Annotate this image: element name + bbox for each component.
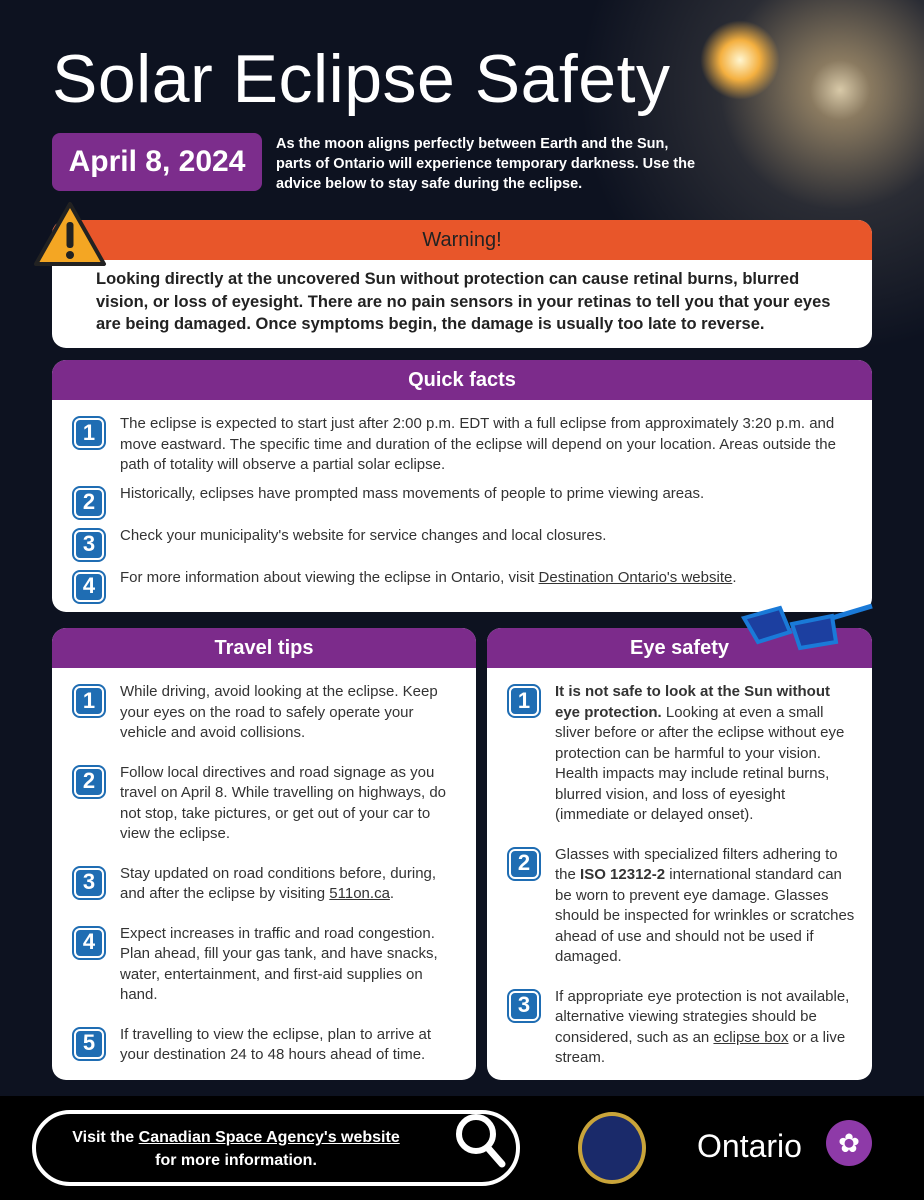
number-badge: 3 xyxy=(74,530,104,560)
eclipse-glasses-icon xyxy=(740,598,880,658)
list-item xyxy=(74,1025,462,1066)
number-badge: 3 xyxy=(74,868,104,898)
item-text-part: international standard can be worn to prevent eye damage. Glasses should be inspected for wrinkles or scratches ahead of use and should not be used if damaged. xyxy=(555,866,855,965)
item-text-part: Glasses with specialized filters adhering to the xyxy=(555,845,838,883)
item-text-part: Looking at even a small sliver before or after the eclipse without eye protection can be harmful to your vision. Health impacts may include retinal burns, blurred vision, and loss of eyesight (immediate or delayed onset). xyxy=(555,703,845,823)
page-title: Solar Eclipse Safety xyxy=(52,41,671,117)
list-item xyxy=(509,987,858,1069)
travel-tips-heading: Travel tips xyxy=(52,628,476,668)
item-text-part: Stay updated on road conditions before, during, and after the eclipse by visiting xyxy=(120,864,437,902)
number-badge: 2 xyxy=(74,488,104,518)
more-info-text: for more information. xyxy=(155,1152,317,1169)
item-text-part: ISO 12312-2 xyxy=(580,866,666,883)
list-item xyxy=(74,864,462,905)
list-item xyxy=(74,763,462,845)
number-badge: 4 xyxy=(74,928,104,958)
item-text-part: While driving, avoid looking at the eclipse. Keep your eyes on the road to safely operate your vehicle and avoid collisions. xyxy=(120,683,438,741)
date-badge: April 8, 2024 xyxy=(52,133,262,191)
item-text xyxy=(555,987,858,1069)
item-text xyxy=(120,526,606,560)
list-item xyxy=(74,682,462,744)
quick-facts-heading: Quick facts xyxy=(52,360,872,400)
warning-triangle-icon xyxy=(32,200,108,268)
number-badge: 4 xyxy=(74,572,104,602)
sun-glow xyxy=(700,20,780,100)
warning-card xyxy=(52,220,872,348)
item-text xyxy=(120,864,462,905)
search-icon[interactable] xyxy=(450,1108,510,1172)
item-text xyxy=(120,924,462,1006)
item-text-part: The eclipse is expected to start just after 2:00 p.m. EDT with a full eclipse from approximately 3:20 p.m. and move eastward. The specific time and duration of the eclipse will depend on your location. Areas outside the path of totality will observe a partial solar eclipse. xyxy=(120,415,836,473)
travel-tips-card xyxy=(52,628,476,1080)
number-badge: 2 xyxy=(74,767,104,797)
item-link[interactable]: Destination Ontario's website xyxy=(538,568,733,586)
item-text xyxy=(120,414,852,476)
list-item xyxy=(74,568,852,602)
item-text-part: If appropriate eye protection is not available, alternative viewing strategies should be considered, such as an xyxy=(555,987,850,1046)
number-badge: 1 xyxy=(74,686,104,716)
item-text xyxy=(555,682,858,826)
item-text xyxy=(120,763,462,845)
list-item xyxy=(74,414,852,476)
csa-link-box[interactable] xyxy=(32,1110,520,1186)
number-badge: 3 xyxy=(509,991,539,1021)
footer xyxy=(0,1096,924,1200)
number-badge: 2 xyxy=(509,849,539,879)
eye-safety-heading: Eye safety xyxy=(487,628,872,668)
item-text-part: Check your municipality's website for service changes and local closures. xyxy=(120,526,607,544)
item-text-part: . xyxy=(732,568,737,586)
item-link[interactable]: 511on.ca xyxy=(329,885,390,902)
list-item xyxy=(74,526,852,560)
number-badge: 1 xyxy=(74,418,104,448)
item-text-part: . xyxy=(389,885,395,902)
warning-heading: Warning! xyxy=(52,220,872,260)
number-badge: 5 xyxy=(74,1029,104,1059)
emergency-management-seal-logo xyxy=(578,1112,646,1184)
item-text-part: Historically, eclipses have prompted mass movements of people to prime viewing areas. xyxy=(120,484,705,502)
list-item xyxy=(509,682,858,826)
ontario-wordmark: Ontario xyxy=(697,1128,802,1164)
item-link[interactable]: eclipse box xyxy=(713,1028,789,1046)
list-item xyxy=(74,484,852,518)
quick-facts-card xyxy=(52,360,872,612)
item-text-part: If travelling to view the eclipse, plan to arrive at your destination 24 to 48 hours ahead of time. xyxy=(120,1025,431,1063)
item-text-part: Follow local directives and road signage as you travel on April 8. While travelling on highways, do not stop, take pictures, or get out of your car to view the eclipse. xyxy=(120,763,447,842)
item-text-part: Expect increases in traffic and road congestion. Plan ahead, fill your gas tank, and have snacks, water, entertainment, and first-aid supplies on hand. xyxy=(120,924,438,1003)
item-text-part: or a live stream. xyxy=(555,1028,846,1066)
number-badge: 1 xyxy=(509,686,539,716)
list-item xyxy=(509,845,858,968)
item-text xyxy=(555,845,858,968)
intro-text: As the moon aligns perfectly between Earth and the Sun, parts of Ontario will experience temporary darkness. Use the advice below to stay safe during the eclipse. xyxy=(276,136,696,192)
ontario-trillium-icon: ✿ xyxy=(826,1120,872,1166)
csa-link[interactable]: Canadian Space Agency's website xyxy=(138,1129,400,1146)
item-text xyxy=(120,484,704,518)
list-item xyxy=(74,924,462,1006)
item-text-part: For more information about viewing the eclipse in Ontario, visit xyxy=(120,568,539,586)
item-text xyxy=(120,682,462,744)
visit-text: Visit the xyxy=(72,1129,139,1146)
warning-text: Looking directly at the uncovered Sun without protection can cause retinal burns, blurred vision, or loss of eyesight. There are no pain sensors in your retinas to tell you that your eyes are being damaged. Once symptoms begin, the damage is usually too late to reverse. xyxy=(96,270,831,333)
item-text xyxy=(120,568,737,602)
item-text xyxy=(120,1025,462,1066)
item-text-part: It is not safe to look at the Sun without eye protection. xyxy=(555,683,830,721)
eye-safety-card xyxy=(487,628,872,1080)
